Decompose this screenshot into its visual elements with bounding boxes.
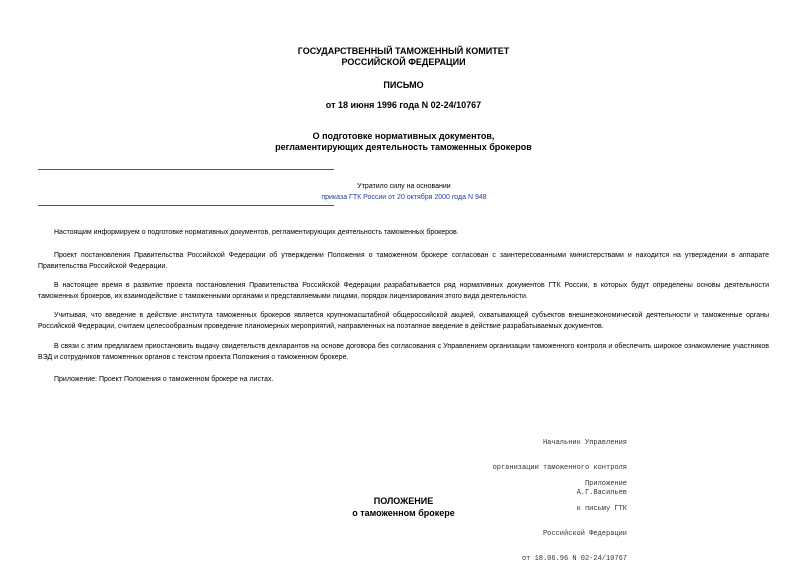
annex-title-line-1: ПОЛОЖЕНИЕ (373, 496, 434, 506)
bottom-divider (38, 205, 334, 206)
appendix-line-2: к письму ГТК (576, 505, 627, 514)
annex-title (0, 496, 807, 519)
revocation-note (160, 181, 648, 203)
signature-name: А.Г.Васильев (576, 489, 627, 498)
authority-line-2: РОССИЙСКОЙ ФЕДЕРАЦИИ (341, 57, 466, 67)
body-paragraph-1: Настоящим информируем о подготовке нормативных документов, регламентирующих деятельность таможенных брокеров. (54, 229, 459, 236)
subject-line-2: регламентирующих деятельность таможенных брокеров (275, 142, 532, 152)
appendix-line-3: Российской Федерации (542, 530, 627, 539)
attachment-note: Приложение: Проект Положения о таможенном брокере на листах. (54, 376, 274, 383)
appendix-reference (522, 463, 627, 581)
issuing-authority (0, 46, 807, 68)
body-paragraph-4: Учитывая, что введение в действие института таможенных брокеров является крупномасштабной общероссийской акцией, охватывающей субъектов внешнеэкономической деятельности и таможенные органы Российской Федерации, считаем целесообразным проведение планомерных мероприятий, направленных на поэтапное введение в действие разрабатываемых документов. (38, 312, 769, 330)
body-paragraph-5: В связи с этим предлагаем приостановить выдачу свидетельств декларантов на основе договора без согласования с Управлением организации таможенного контроля и обеспечить широкое ознакомление участников ВЭД и сотрудников таможенных органов с текстом проекта Положения о таможенном брокере. (38, 343, 769, 361)
body-paragraph-3: В настоящее время в развитие проекта постановления Правительства Российской Федерации разрабатывается ряд нормативных документов ГТК России, в которых будут определены основы деятельности таможенных брокеров, их взаимодействие с таможенными органами и представляемыми лицами, порядок лицензирования этого вида деятельности. (38, 282, 769, 300)
document-subject (0, 131, 807, 153)
signature-position: Начальник Управления (542, 438, 627, 447)
annex-title-line-2: о таможенном брокере (352, 508, 455, 518)
body-paragraph-2: Проект постановления Правительства Российской Федерации об утверждении Положения о таможенном брокере согласован с заинтересованными министерствами и находится на утверждении в аппарате Правительства Российской Федерации. (38, 252, 769, 270)
appendix-line-4: от 18.06.96 N 02-24/10767 (521, 555, 627, 564)
revocation-text: Утратило силу на основании (357, 183, 451, 190)
top-divider (38, 169, 334, 170)
appendix-line-1: Приложение (584, 479, 627, 488)
subject-line-1: О подготовке нормативных документов, (312, 131, 495, 141)
document-type: ПИСЬМО (383, 80, 424, 90)
signature-department: организации таможенного контроля (492, 464, 627, 473)
document-date-number: от 18 июня 1996 года N 02-24/10767 (325, 100, 482, 110)
authority-line-1: ГОСУДАРСТВЕННЫЙ ТАМОЖЕННЫЙ КОМИТЕТ (297, 46, 510, 56)
revocation-link[interactable]: приказа ГТК России от 20 октября 2000 года N 948 (321, 194, 487, 201)
